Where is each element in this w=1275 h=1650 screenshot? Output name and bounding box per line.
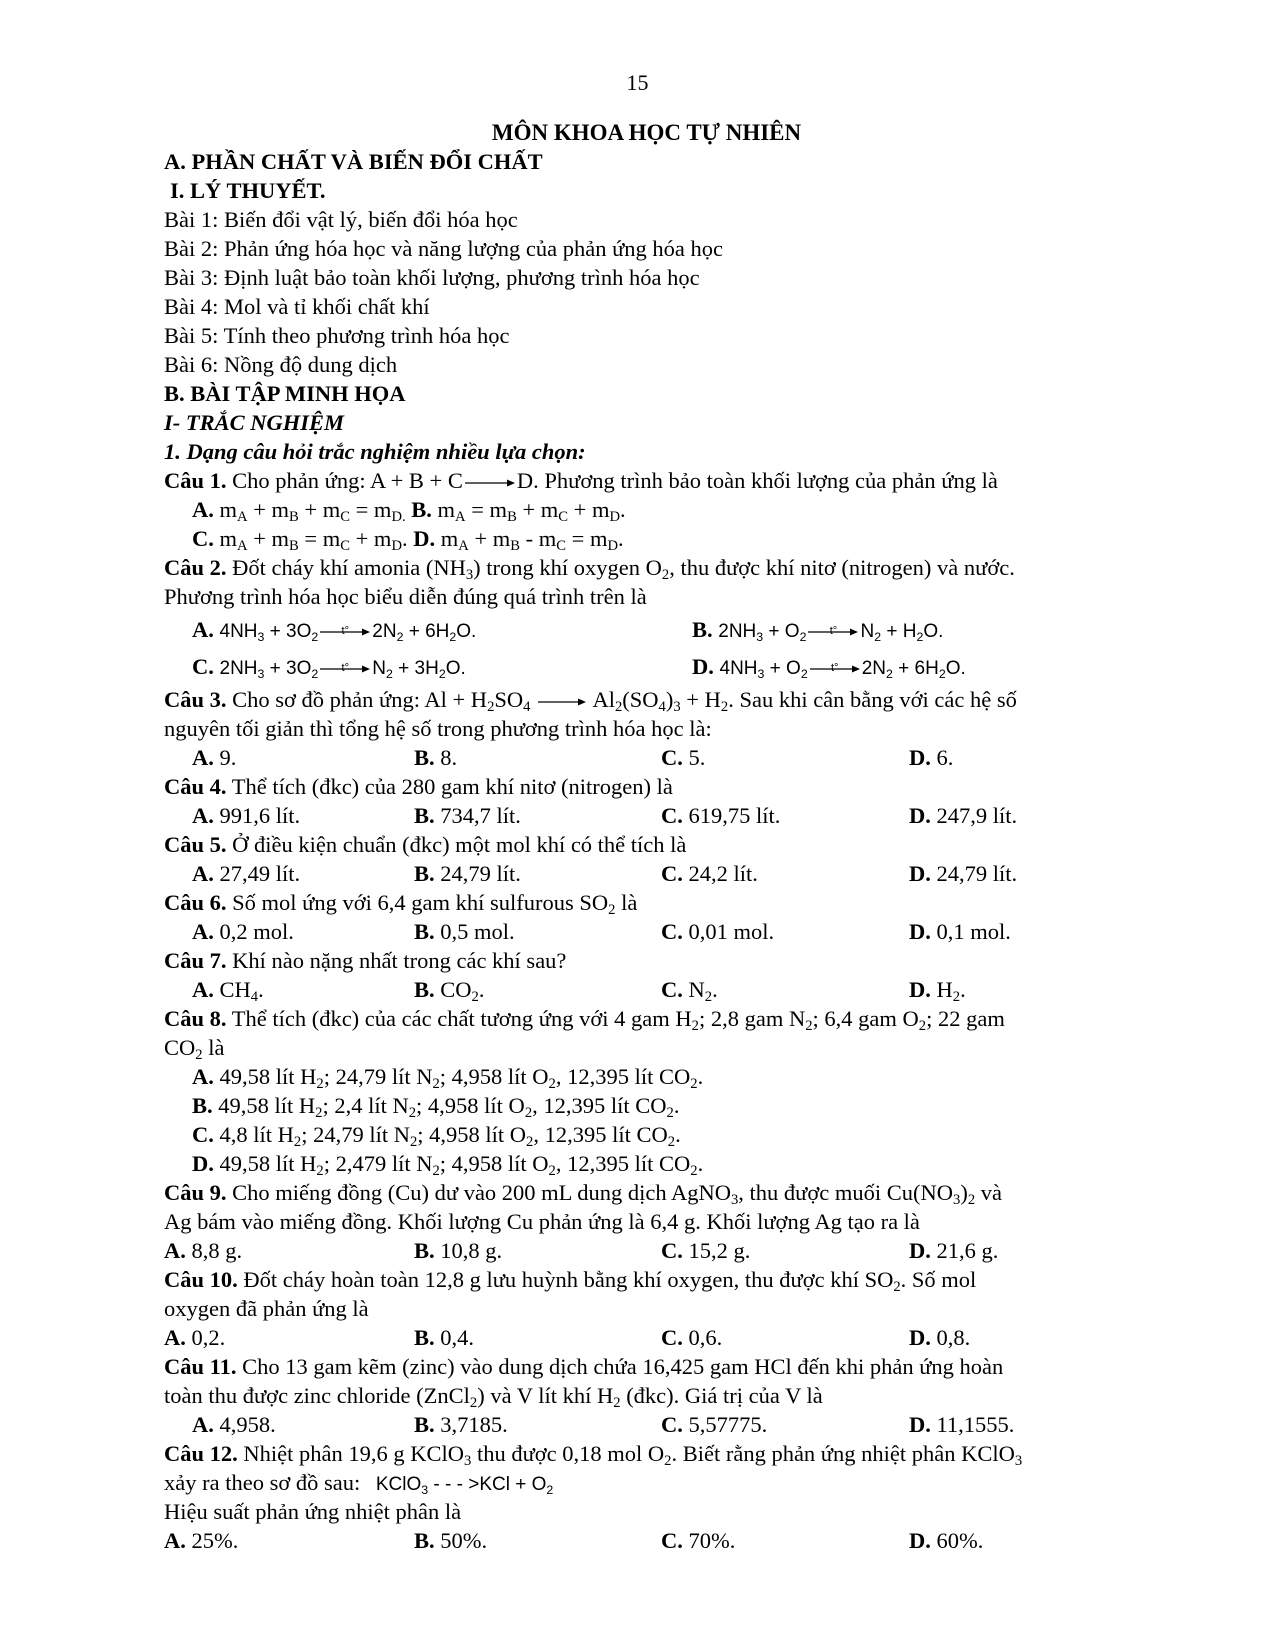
- option-b: 734,7 lít.: [440, 803, 521, 828]
- question-11: [164, 1352, 1129, 1381]
- question-text-line2: nguyên tối giản thì tổng hệ số trong phương trình hóa học là:: [164, 716, 712, 741]
- option-a: 27,49 lít.: [219, 861, 301, 886]
- section-b-heading: B. BÀI TẬP MINH HỌA: [164, 381, 406, 406]
- option-letter: B.: [414, 745, 435, 770]
- question-text: Cho 13 gam kẽm (zinc) vào dung dịch chứa 16,425 gam HCl đến khi phản ứng hoàn: [242, 1354, 1004, 1379]
- option-d: 247,9 lít.: [936, 803, 1018, 828]
- question-label: Câu 2.: [164, 555, 227, 580]
- question-text: Thể tích (đkc) của 280 gam khí nitơ (nitrogen) là: [231, 774, 673, 799]
- option-letter: D.: [909, 977, 931, 1002]
- arrow-label: t°: [829, 624, 838, 637]
- option-d: 60%.: [936, 1528, 984, 1553]
- option-letter: D.: [909, 919, 931, 944]
- question-label: Câu 8.: [164, 1006, 227, 1031]
- option-letter: C.: [192, 1122, 214, 1147]
- option-letter: A.: [192, 1412, 214, 1437]
- question-text-line2: toàn thu được zinc chloride (ZnCl$_2$) và V lít khí $H_2$ (đkc). Giá trị của V là: [164, 1383, 823, 1411]
- option-letter: B.: [692, 617, 713, 642]
- option-d: 6.: [936, 745, 954, 770]
- question-9: [164, 1178, 1129, 1207]
- option-c: 5,57775.: [688, 1412, 768, 1437]
- option-b: 24,79 lít.: [440, 861, 521, 886]
- option-letter: B.: [411, 497, 432, 522]
- option-b: 0,5 mol.: [440, 919, 515, 944]
- option-a: 25%.: [191, 1528, 239, 1553]
- question-text: D. Phương trình bảo toàn khối lượng của phản ứng là: [516, 468, 998, 493]
- option-letter: C.: [661, 1412, 683, 1437]
- option-a: 9.: [219, 745, 237, 770]
- option-letter: D.: [909, 1412, 931, 1437]
- option-letter: D.: [909, 861, 931, 886]
- section-i-heading: I. LÝ THUYẾT.: [170, 178, 326, 203]
- reaction-scheme: KClO$_3$ - - - $>KCl + O_2$: [375, 1474, 554, 1497]
- section-a-heading: A. PHẦN CHẤT VÀ BIẾN ĐỔI CHẤT: [164, 149, 543, 174]
- q6-options: [164, 917, 1129, 946]
- option-b: 8.: [440, 745, 458, 770]
- lesson-4: Bài 4: Mol và tỉ khối chất khí: [164, 294, 430, 319]
- page-content: [164, 118, 1129, 1555]
- option-letter: C.: [661, 1238, 683, 1263]
- question-5: [164, 830, 1129, 859]
- option-b: 10,8 g.: [440, 1238, 503, 1263]
- option-d: 24,79 lít.: [936, 861, 1018, 886]
- option-letter: C.: [661, 1325, 683, 1350]
- q9-options: [164, 1236, 1129, 1265]
- option-c: 619,75 lít.: [688, 803, 781, 828]
- question-label: Câu 3.: [164, 687, 227, 712]
- option-letter: A.: [192, 617, 214, 642]
- lesson-6: Bài 6: Nồng độ dung dịch: [164, 352, 398, 377]
- option-a: 0,2 mol.: [219, 919, 294, 944]
- option-letter: C.: [661, 977, 683, 1002]
- option-letter: A.: [192, 745, 214, 770]
- q2-options-row-1: A. $4NH_3 + 3O_2$ t° $2N_2 + 6H_2O$. B. $2NH_3 + O_2$ t° $N_2 + H_2O$.: [164, 611, 1129, 648]
- option-letter: D.: [192, 1151, 214, 1176]
- question-label: Câu 10.: [164, 1267, 238, 1292]
- question-6: [164, 888, 1129, 917]
- question-label: Câu 6.: [164, 890, 227, 915]
- option-letter: C.: [661, 861, 683, 886]
- option-letter: C.: [661, 919, 683, 944]
- question-12: [164, 1439, 1129, 1468]
- q3-options: [164, 743, 1129, 772]
- option-letter: D.: [909, 1325, 931, 1350]
- option-b: 3,7185.: [440, 1412, 508, 1437]
- question-10: [164, 1265, 1129, 1294]
- arrow-label: t°: [341, 661, 349, 674]
- option-letter: A.: [192, 1064, 214, 1089]
- reaction-arrow: [465, 478, 515, 488]
- question-text: xảy ra theo sơ đồ sau:: [164, 1470, 361, 1495]
- option-c: 15,2 g.: [688, 1238, 751, 1263]
- question-text: Đốt cháy khí amonia $(NH_3)$ trong khí oxygen $O_2$, thu được khí nitơ (nitrogen) và nước.: [232, 555, 1015, 583]
- question-4: [164, 772, 1129, 801]
- question-text: Đốt cháy hoàn toàn 12,8 g lưu huỳnh bằng khí oxygen, thu được khí $SO_2$. Số mol: [243, 1267, 977, 1295]
- question-2: [164, 553, 1129, 582]
- q1-options-row-2: C. $m_A + m_B = m_C + m_D$. D. $m_A + m_B - m_C = m_D$.: [192, 526, 624, 554]
- question-7: [164, 946, 1129, 975]
- question-label: Câu 4.: [164, 774, 227, 799]
- option-letter: A.: [164, 1325, 186, 1350]
- question-label: Câu 12.: [164, 1441, 238, 1466]
- question-text: Thể tích (đkc) của các chất tương ứng với 4 gam $H_2$; 2,8 gam $N_2$; 6,4 gam $O_2$; 22 gam: [231, 1006, 1005, 1034]
- subsection-heading: 1. Dạng câu hỏi trắc nghiệm nhiều lựa chọn:: [164, 439, 586, 464]
- option-letter: A.: [192, 497, 214, 522]
- question-text: Cho miếng đồng (Cu) dư vào 200 mL dung dịch AgNO$_3$, thu được muối $Cu(NO_3)_2$ và: [232, 1180, 1002, 1208]
- option-letter: B.: [414, 1325, 435, 1350]
- question-text: Số mol ứng với 6,4 gam khí sulfurous $SO_2$ là: [232, 890, 638, 918]
- question-label: Câu 7.: [164, 948, 227, 973]
- q12-options: [164, 1526, 1129, 1555]
- option-d: 0,8.: [936, 1325, 971, 1350]
- q8-option-a: A. 49,58 lít $H_2$; 24,79 lít $N_2$; 4,958 lít $O_2$, 12,395 lít $CO_2$.: [192, 1064, 704, 1092]
- question-1: [164, 466, 1129, 495]
- question-text-line3: Hiệu suất phản ứng nhiệt phân là: [164, 1499, 462, 1524]
- section-tn-heading: I- TRẮC NGHIỆM: [164, 410, 345, 435]
- question-text-line2: oxygen đã phản ứng là: [164, 1296, 369, 1321]
- option-letter: B.: [414, 1238, 435, 1263]
- option-letter: B.: [414, 1412, 435, 1437]
- arrow-label: t°: [341, 624, 349, 637]
- option-letter: D.: [909, 745, 931, 770]
- question-text: Ở điều kiện chuẩn (đkc) một mol khí có thể tích là: [232, 832, 687, 857]
- option-letter: B.: [414, 803, 435, 828]
- question-text: Nhiệt phân 19,6 g KClO$_3$ thu được 0,18 mol $O_2$. Biết rằng phản ứng nhiệt phân KClO$_3$: [243, 1441, 1023, 1469]
- option-c: 0,6.: [688, 1325, 723, 1350]
- option-d: 11,1555.: [936, 1412, 1015, 1437]
- question-label: Câu 5.: [164, 832, 227, 857]
- option-letter: B.: [414, 861, 435, 886]
- q1-options-row-1: A. $m_A + m_B + m_C = m_{D.}$ B. $m_A = m_B + m_C + m_D$.: [192, 497, 626, 525]
- option-letter: C.: [192, 526, 214, 551]
- option-d: 21,6 g.: [936, 1238, 999, 1263]
- option-letter: D.: [909, 1238, 931, 1263]
- option-a: 0,2.: [191, 1325, 226, 1350]
- question-label: Câu 9.: [164, 1180, 227, 1205]
- question-text-line2: Phương trình hóa học biểu diễn đúng quá trình trên là: [164, 584, 647, 609]
- option-letter: A.: [164, 1528, 186, 1553]
- q10-options: [164, 1323, 1129, 1352]
- q2-options-row-2: C. $2NH_3 + 3O_2$ t° $N_2 + 3H_2O$. D. $4NH_3 + O_2$ t° $2N_2 + 6H_2O$.: [164, 648, 1129, 685]
- q8-option-d: D. 49,58 lít $H_2$; 2,479 lít $N_2$; 4,958 lít $O_2$, 12,395 lít $CO_2$.: [192, 1151, 704, 1179]
- option-c: 70%.: [688, 1528, 736, 1553]
- lesson-5: Bài 5: Tính theo phương trình hóa học: [164, 323, 510, 348]
- question-text: Cho sơ đồ phản ứng: $Al + H_2SO_4$ $Al_2(SO_4)_3 + H_2$. Sau khi cân bằng với các hệ số: [232, 687, 1017, 715]
- option-letter: B.: [414, 977, 435, 1002]
- q4-options: [164, 801, 1129, 830]
- q5-options: [164, 859, 1129, 888]
- question-text-line2: $CO_2$ là: [164, 1035, 225, 1063]
- option-letter: B.: [414, 1528, 435, 1553]
- page-title: MÔN KHOA HỌC TỰ NHIÊN: [491, 120, 802, 145]
- option-letter: A.: [164, 1238, 186, 1263]
- option-c: 5.: [688, 745, 706, 770]
- option-letter: A.: [192, 803, 214, 828]
- option-b: 50%.: [440, 1528, 488, 1553]
- option-letter: C.: [661, 1528, 683, 1553]
- option-letter: D.: [909, 803, 931, 828]
- option-letter: A.: [192, 919, 214, 944]
- option-letter: C.: [661, 745, 683, 770]
- lesson-2: Bài 2: Phản ứng hóa học và năng lượng của phản ứng hóa học: [164, 236, 723, 261]
- option-a: 991,6 lít.: [219, 803, 301, 828]
- option-a: 8,8 g.: [191, 1238, 243, 1263]
- option-letter: D.: [909, 1528, 931, 1553]
- question-3: [164, 685, 1129, 714]
- option-c: 24,2 lít.: [688, 861, 758, 886]
- q8-option-b: B. 49,58 lít $H_2$; 2,4 lít $N_2$; 4,958 lít $O_2$, 12,395 lít $CO_2$.: [192, 1093, 680, 1121]
- option-a: 4,958.: [219, 1412, 276, 1437]
- option-letter: A.: [192, 861, 214, 886]
- question-8: [164, 1004, 1129, 1033]
- question-text-line2: Ag bám vào miếng đồng. Khối lượng Cu phản ứng là 6,4 g. Khối lượng Ag tạo ra là: [164, 1209, 920, 1234]
- q8-option-c: C. 4,8 lít $H_2$; 24,79 lít $N_2$; 4,958 lít $O_2$, 12,395 lít $CO_2$.: [192, 1122, 681, 1150]
- page-number: 15: [626, 70, 649, 95]
- option-letter: D.: [413, 526, 436, 551]
- option-b: 0,4.: [440, 1325, 475, 1350]
- q11-options: [164, 1410, 1129, 1439]
- arrow-label: t°: [830, 661, 839, 674]
- lesson-3: Bài 3: Định luật bảo toàn khối lượng, phương trình hóa học: [164, 265, 700, 290]
- option-letter: B.: [414, 919, 435, 944]
- option-letter: B.: [192, 1093, 213, 1118]
- option-letter: C.: [192, 654, 214, 679]
- question-text: Khí nào nặng nhất trong các khí sau?: [232, 948, 567, 973]
- lesson-1: Bài 1: Biến đổi vật lý, biến đổi hóa học: [164, 207, 518, 232]
- question-label: Câu 1.: [164, 468, 227, 493]
- option-letter: C.: [661, 803, 683, 828]
- question-text: Cho phản ứng: A + B + C: [232, 468, 463, 493]
- option-d: 0,1 mol.: [936, 919, 1011, 944]
- q7-options: A. $CH_4$. B. $CO_2$. C. $N_2$. D. $H_2$.: [192, 977, 966, 1005]
- question-text-line2: [164, 1468, 1129, 1497]
- option-c: 0,01 mol.: [688, 919, 775, 944]
- question-label: Câu 11.: [164, 1354, 237, 1379]
- option-letter: A.: [192, 977, 214, 1002]
- option-letter: D.: [692, 654, 714, 679]
